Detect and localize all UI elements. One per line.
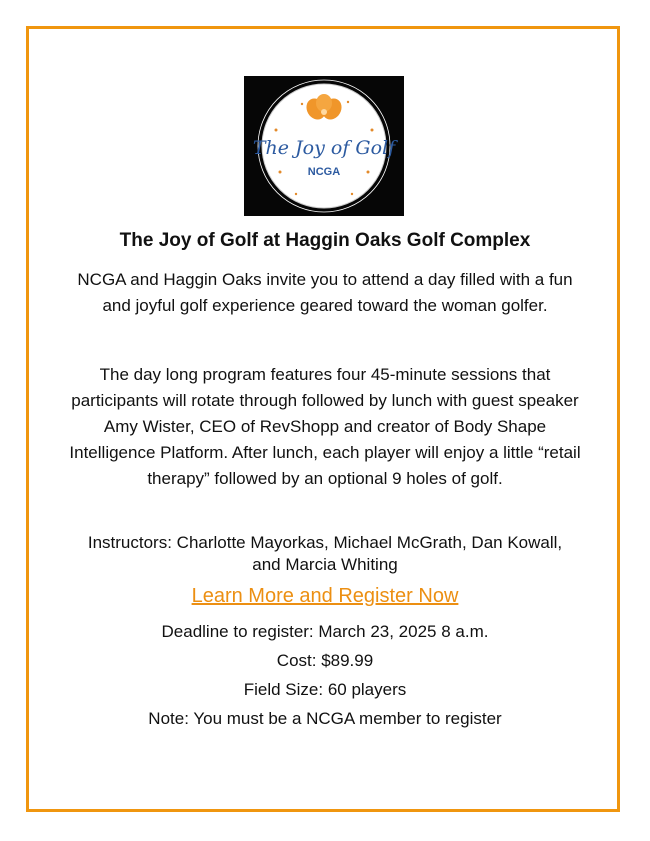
joy-of-golf-logo	[244, 76, 404, 216]
logo-org-text: NCGA	[307, 166, 341, 178]
logo-script-text: The Joy of Golf	[252, 137, 396, 159]
page-title: The Joy of Golf at Haggin Oaks Golf Complex	[119, 230, 531, 251]
membership-note: Note: You must be a NCGA member to register	[148, 709, 502, 728]
field-size-text: Field Size: 60 players	[243, 680, 407, 699]
cost-text: Cost: $89.99	[276, 651, 374, 670]
register-link[interactable]: Learn More and Register Now	[191, 585, 459, 607]
intro-paragraph: NCGA and Haggin Oaks invite you to attend a day filled with a fun and joyful golf experience geared toward the woman golfer.	[77, 270, 573, 315]
program-paragraph: The day long program features four 45-minute sessions that participants will rotate through followed by lunch with guest speaker Amy Wister, CEO of RevShopp and creator of Body Shape Intelligence Platform. After lunch, each player will enjoy a little “retail therapy” followed by an optional 9 holes of golf.	[69, 365, 581, 488]
instructors-paragraph: Instructors: Charlotte Mayorkas, Michael McGrath, Dan Kowall, and Marcia Whiting	[87, 533, 563, 574]
logo-graphic	[244, 76, 404, 216]
deadline-text: Deadline to register: March 23, 2025 8 a.m.	[161, 622, 489, 641]
